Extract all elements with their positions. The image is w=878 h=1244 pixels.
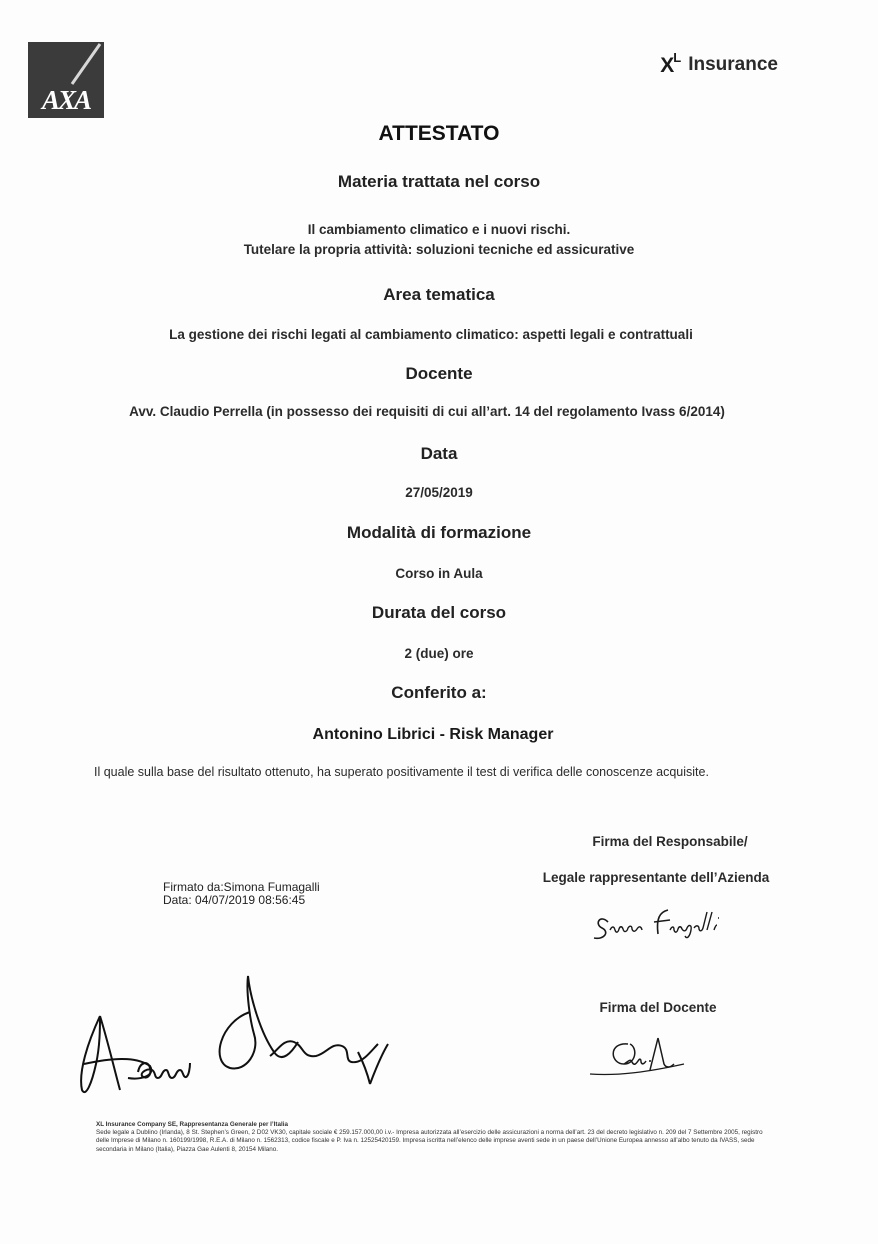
footer-text: Sede legale a Dublino (Irlanda), 8 St. Stephen’s Green, 2 D02 VK30, capitale sociale € 259.157.000,00 i.v.- Impresa autorizzata all’esercizio delle assicurazioni a norma dell’art. 23 del decreto legislativo n. 209 del 7 Settembre 2005, registro delle Imprese di Milano n. 160199/1998, R.E.A. di Milano n. 1562313, codice fiscale e P. Iva n. 12525420159. Impresa iscritta nell’elenco delle imprese aventi sede in un paese dell’Unione Europea annesso all’albo tenuto da IVASS, sede secondaria in Milano (Italia), Piazza Gae Aulenti 8, 20154 Milano. [96, 1129, 763, 1153]
modalita-text: Corso in Aula [395, 566, 483, 581]
docente-text: Avv. Claudio Perrella (in possesso dei requisiti di cui all’art. 14 del regolamento Ivass 6/2014) [129, 404, 725, 419]
xl-logo-mark: $X^L$ [660, 50, 681, 77]
statement-text: Il quale sulla base del risultato ottenuto, ha superato positivamente il test di verifica delle conoscenze acquisite. [94, 765, 709, 779]
modalita-heading: Modalità di formazione [346, 523, 532, 542]
conferito-heading: Conferito a: [391, 683, 487, 702]
digital-signature-line-1: Firmato da:Simona Fumagalli [163, 880, 320, 894]
data-text: 27/05/2019 [405, 485, 473, 500]
certificate-title: ATTESTATO [378, 122, 500, 145]
axa-logo-icon [28, 42, 104, 118]
docente-heading: Docente [405, 364, 473, 383]
digital-signature-info [163, 881, 320, 907]
footer-company: XL Insurance Company SE, Rappresentanza Generale per l’Italia [96, 1121, 289, 1128]
data-heading: Data [420, 444, 458, 463]
docente-signature-icon [588, 1034, 698, 1084]
materia-line-2: Tutelare la propria attività: soluzioni tecniche ed assicurative [243, 242, 635, 257]
materia-line-1: Il cambiamento climatico e i nuovi rischi. [307, 222, 571, 237]
docente-signature-label: Firma del Docente [599, 1000, 717, 1015]
responsabile-label-1: Firma del Responsabile/ [592, 834, 748, 849]
footer-legal [96, 1121, 776, 1154]
durata-heading: Durata del corso [371, 603, 507, 622]
durata-text: 2 (due) ore [404, 646, 474, 661]
xl-logo-text: Insurance [688, 54, 778, 75]
materia-heading: Materia trattata nel corso [337, 172, 541, 191]
area-text: La gestione dei rischi legati al cambiamento climatico: aspetti legali e contrattuali [169, 327, 693, 342]
xl-insurance-logo [660, 52, 778, 78]
recipient-signature-icon [70, 972, 390, 1102]
digital-signature-line-2: Data: 04/07/2019 08:56:45 [163, 893, 306, 907]
recipient-name: Antonino Librici - Risk Manager [312, 726, 554, 743]
responsabile-label-2: Legale rappresentante dell’Azienda [542, 870, 770, 885]
svg-text:AXA: AXA [41, 85, 91, 115]
responsabile-signature-icon [590, 900, 750, 948]
area-heading: Area tematica [383, 285, 495, 304]
